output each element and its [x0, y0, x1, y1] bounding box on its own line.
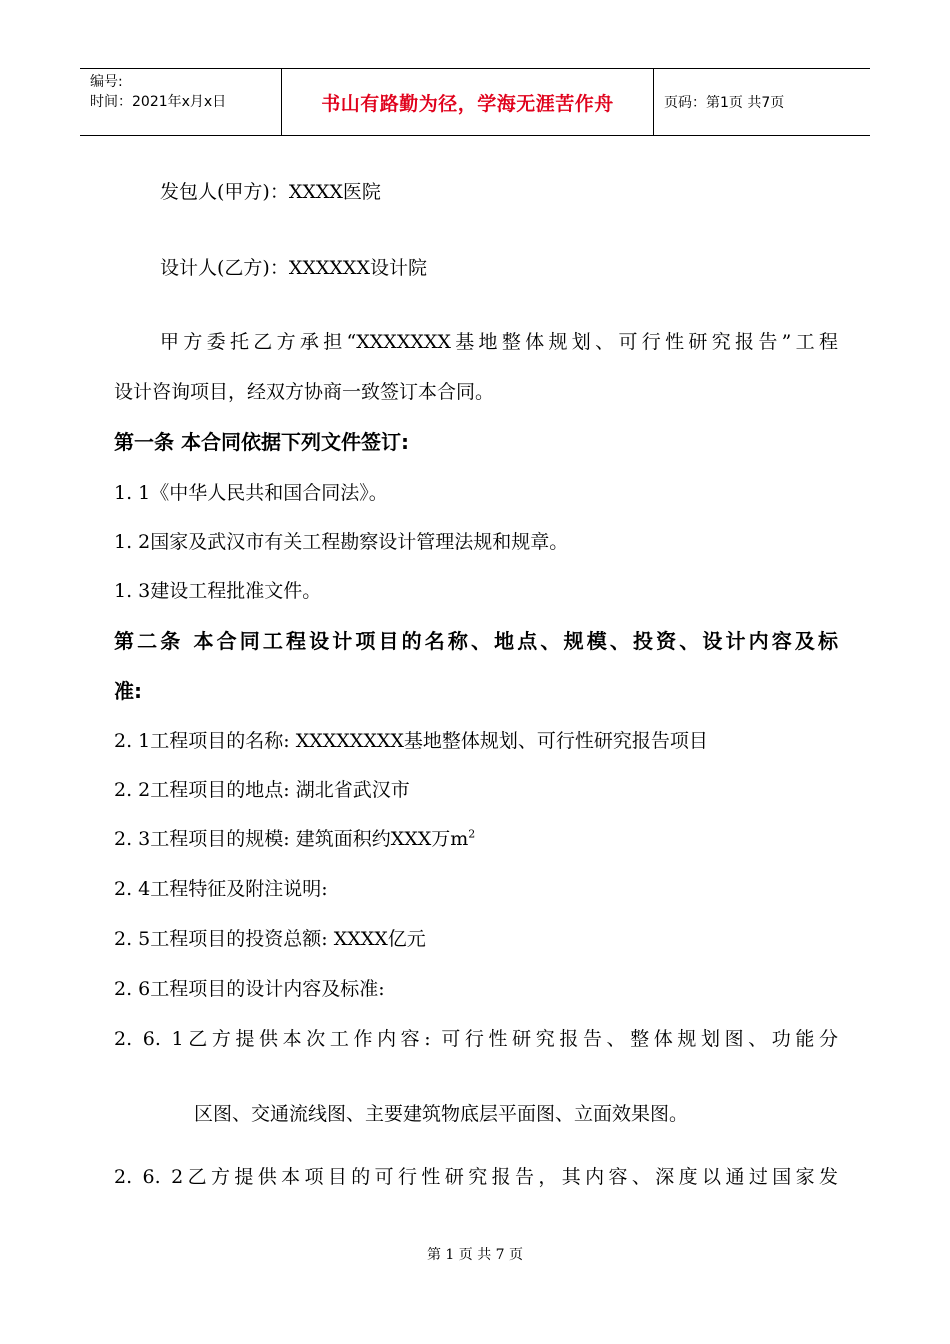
clause-1-3: 1. 3建设工程批准文件。 [114, 580, 322, 602]
party-a: 发包人(甲方)：XXXX医院 [160, 181, 381, 203]
header-motto-cell [282, 69, 654, 135]
header-page-cell [654, 69, 870, 135]
area-unit-superscript: 2 [468, 827, 476, 841]
clause-2-3-text: 2. 3工程项目的规模: 建筑面积约XXX万m [114, 828, 469, 850]
clause-2-1: 2. 1工程项目的名称: XXXXXXXX基地整体规划、可行性研究报告项目 [114, 730, 708, 752]
clause-2-2: 2. 2工程项目的地点: 湖北省武汉市 [114, 779, 410, 801]
clause-2-6-2-line1: 2. 6. 2乙方提供本项目的可行性研究报告，其内容、深度以通过国家发 [114, 1166, 838, 1188]
clause-2-6-1-line2: 区图、交通流线图、主要建筑物底层平面图、立面效果图。 [194, 1103, 689, 1125]
party-b: 设计人(乙方)：XXXXXX设计院 [160, 257, 427, 279]
intro-paragraph-line2: 设计咨询项目，经双方协商一致签订本合同。 [114, 381, 495, 403]
page-footer: 第 1 页 共 7 页 [426, 1247, 524, 1263]
motto-text: 书山有路勤为径，学海无涯苦作舟 [321, 92, 614, 115]
page-header [80, 68, 870, 136]
article2-title-line2: 准: [114, 679, 142, 703]
clause-1-1: 1. 1《中华人民共和国合同法》。 [114, 482, 388, 504]
clause-1-2: 1. 2国家及武汉市有关工程勘察设计管理法规和规章。 [114, 531, 569, 553]
clause-2-6: 2. 6工程项目的设计内容及标准: [114, 978, 385, 1000]
clause-2-4: 2. 4工程特征及附注说明: [114, 878, 328, 900]
page-info: 页码：第1页 共7页 [664, 95, 785, 111]
intro-paragraph-line1: 甲方委托乙方承担“XXXXXXX基地整体规划、可行性研究报告”工程 [160, 331, 838, 353]
header-meta [80, 69, 282, 135]
clause-2-3 [114, 825, 475, 853]
clause-2-5: 2. 5工程项目的投资总额: XXXX亿元 [114, 928, 426, 950]
date-label: 时间：2021年x月x日 [90, 94, 227, 110]
serial-label: 编号: [90, 74, 123, 90]
clause-2-6-1-line1: 2. 6. 1乙方提供本次工作内容: 可行性研究报告、整体规划图、功能分 [114, 1028, 838, 1050]
article1-title: 第一条 本合同依据下列文件签订: [114, 430, 409, 454]
article2-title-line1: 第二条 本合同工程设计项目的名称、地点、规模、投资、设计内容及标 [114, 629, 838, 653]
